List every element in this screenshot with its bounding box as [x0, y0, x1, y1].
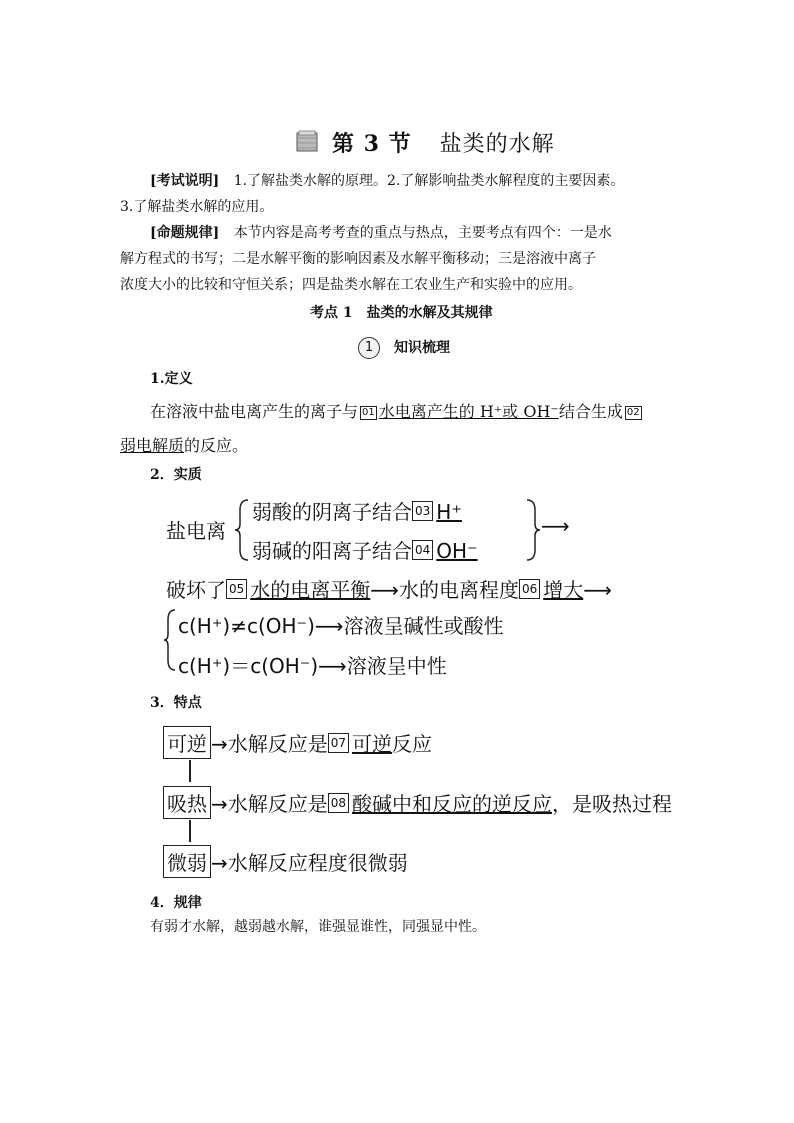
condition-brace	[164, 608, 176, 672]
blank-number: 01	[362, 407, 375, 418]
exam-text-2: 3.了解盐类水解的应用。	[120, 199, 274, 215]
rule-label: [命题规律]	[150, 225, 220, 241]
rule-text-3: 浓度大小的比较和守恒关系；四是盐类水解在工农业生产和实验中的应用。	[120, 277, 582, 293]
connector-line	[189, 760, 191, 782]
blank-answer: 水的电离平衡	[250, 578, 371, 602]
section-topic: 盐类的水解	[439, 131, 555, 157]
definition-heading: 1.定义	[150, 371, 193, 387]
blank-answer: 可逆	[352, 732, 393, 756]
feature-suffix: ，是吸热过程	[552, 792, 673, 816]
essence-line-2-text: 弱碱的阳离子结合	[252, 539, 412, 563]
section-number: 第 3 节	[332, 130, 412, 157]
arrow-right-icon: ⟶	[541, 514, 570, 538]
rule-description	[150, 220, 710, 246]
left-brace	[234, 498, 250, 562]
feature-box: 吸热	[163, 786, 211, 819]
blank-number: 05	[226, 579, 247, 599]
feature-box: 微弱	[163, 845, 211, 878]
condition-2: c(H⁺)＝c(OH⁻)⟶溶液呈中性	[178, 654, 447, 678]
blank-number: 06	[519, 579, 540, 599]
blank-number: 04	[412, 540, 433, 560]
definition-part-5: 的反应。	[184, 436, 249, 455]
rule-text-2: 解方程式的书写；二是水解平衡的影响因素及水解平衡移动；三是溶液中离子	[120, 251, 596, 267]
circle-number-icon: 1	[358, 337, 380, 359]
blank-number: 07	[328, 733, 349, 753]
definition-line-2	[120, 432, 248, 460]
connector-line	[189, 820, 191, 842]
blank-number: 08	[328, 793, 349, 813]
exam-description	[150, 168, 710, 194]
feature-row-endothermic	[163, 786, 672, 819]
features-heading: 3．特点	[150, 695, 202, 711]
rule-heading: 4．规律	[150, 895, 202, 911]
blank-answer: 增大	[543, 578, 584, 602]
blank-number: 02	[626, 407, 640, 418]
page-title-row	[294, 124, 555, 160]
feature-prefix: →水解反应是	[211, 732, 328, 756]
exam-text-1: 1.了解盐类水解的原理。2.了解影响盐类水解程度的主要因素。	[233, 173, 625, 189]
knowledge-label: 知识梳理	[394, 340, 450, 356]
rule-text: 有弱才水解，越弱越水解，谁强显谁性，同强显中性。	[150, 919, 486, 935]
definition-line-1	[150, 398, 710, 426]
knowledge-heading	[358, 335, 450, 361]
feature-row-reversible	[163, 726, 432, 759]
exam-label: [考试说明]	[150, 173, 220, 189]
definition-part-1: 在溶液中盐电离产生的离子与	[150, 402, 359, 421]
essence-line-1-text: 弱酸的阴离子结合	[252, 500, 412, 524]
blank-number: 03	[412, 501, 433, 521]
essence-row-2-prefix: 破坏了	[166, 578, 226, 602]
essence-line-1	[252, 496, 462, 525]
blank-answer: 弱电解质	[120, 436, 185, 455]
feature-row-weak	[163, 845, 408, 878]
feature-prefix: →水解反应是	[211, 792, 328, 816]
arrow-right-icon: ⟶	[583, 578, 612, 602]
feature-suffix: 反应	[392, 732, 433, 756]
essence-line-2	[252, 535, 478, 564]
blank-answer: 水电离产生的 H⁺或 OH⁻	[378, 402, 559, 421]
essence-row-2-mid: ⟶水的电离程度	[370, 578, 519, 602]
rule-text-1: 本节内容是高考考查的重点与热点，主要考点有四个：一是水	[233, 225, 612, 241]
kaodian-heading: 考点 1 盐类的水解及其规律	[310, 305, 493, 321]
right-brace	[525, 498, 541, 562]
book-icon	[294, 129, 320, 155]
salt-ionize-label: 盐电离	[166, 519, 226, 543]
feature-box: 可逆	[163, 726, 211, 759]
essence-row-2	[166, 574, 612, 603]
feature-prefix: →水解反应程度很微弱	[211, 851, 408, 875]
essence-heading: 2．实质	[150, 467, 202, 483]
condition-1: c(H⁺)≠c(OH⁻)⟶溶液呈碱性或酸性	[178, 614, 504, 638]
blank-answer: 酸碱中和反应的逆反应	[352, 792, 553, 816]
blank-answer: OH⁻	[436, 539, 478, 563]
definition-part-3: 结合生成	[558, 402, 623, 421]
blank-answer: H⁺	[436, 500, 462, 524]
